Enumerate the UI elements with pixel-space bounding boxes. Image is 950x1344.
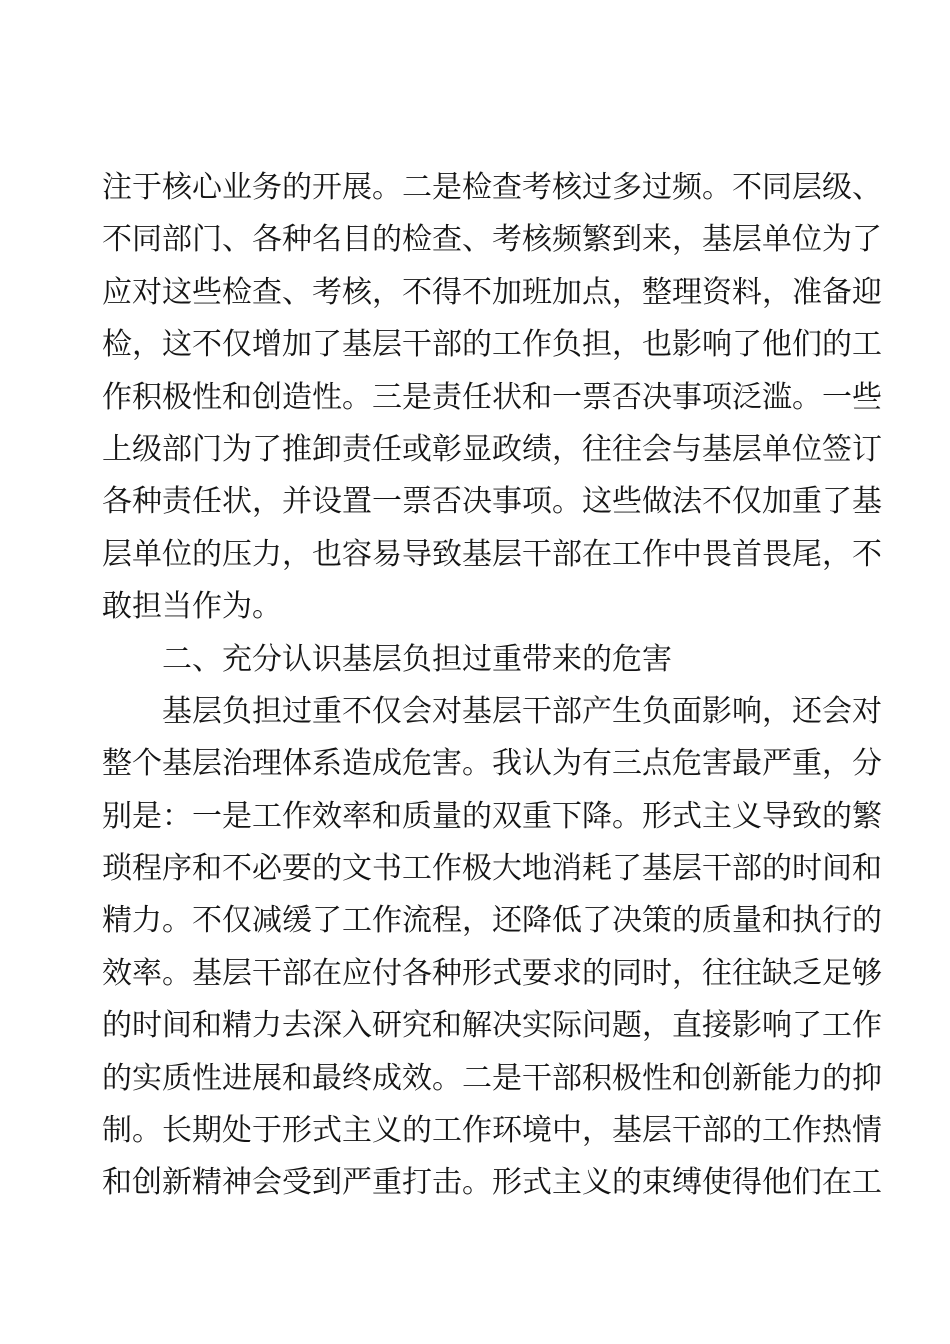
text-line: 注于核心业务的开展。二是检查考核过多过频。不同层级、 [102,170,882,205]
text-line: 不同部门、各种名目的检查、考核频繁到来，基层单位为了 [102,222,882,258]
text-line: 各种责任状，并设置一票否决事项。这些做法不仅加重了基 [102,484,882,520]
text-line: 制。长期处于形式主义的工作环境中，基层干部的工作热情 [102,1113,882,1149]
text-line: 层单位的压力，也容易导致基层干部在工作中畏首畏尾，不 [102,536,882,572]
text-line: 敢担当作为。 [102,589,282,625]
text-line: 检，这不仅增加了基层干部的工作负担，也影响了他们的工 [102,327,882,363]
body-text [102,162,882,1210]
text-line: 上级部门为了推卸责任或彰显政绩，往往会与基层单位签订 [102,431,882,467]
text-line: 的时间和精力去深入研究和解决实际问题，直接影响了工作 [102,1008,882,1044]
text-line: 的实质性进展和最终成效。二是干部积极性和创新能力的抑 [102,1060,882,1096]
text-line: 别是：一是工作效率和质量的双重下降。形式主义导致的繁 [102,798,882,834]
text-line: 效率。基层干部在应付各种形式要求的同时，往往缺乏足够 [102,955,882,991]
paragraph-first-line: 基层负担过重不仅会对基层干部产生负面影响，还会对 [162,693,882,729]
text-line: 琐程序和不必要的文书工作极大地消耗了基层干部的时间和 [102,851,882,887]
section-heading: 二、充分认识基层负担过重带来的危害 [162,641,672,677]
text-line: 应对这些检查、考核，不得不加班加点，整理资料，准备迎 [102,274,882,310]
text-line: 作积极性和创造性。三是责任状和一票否决事项泛滥。一些 [102,379,882,415]
text-line: 整个基层治理体系造成危害。我认为有三点危害最严重，分 [102,746,882,782]
text-line: 精力。不仅减缓了工作流程，还降低了决策的质量和执行的 [102,903,882,939]
text-line: 和创新精神会受到严重打击。形式主义的束缚使得他们在工 [102,1165,882,1201]
